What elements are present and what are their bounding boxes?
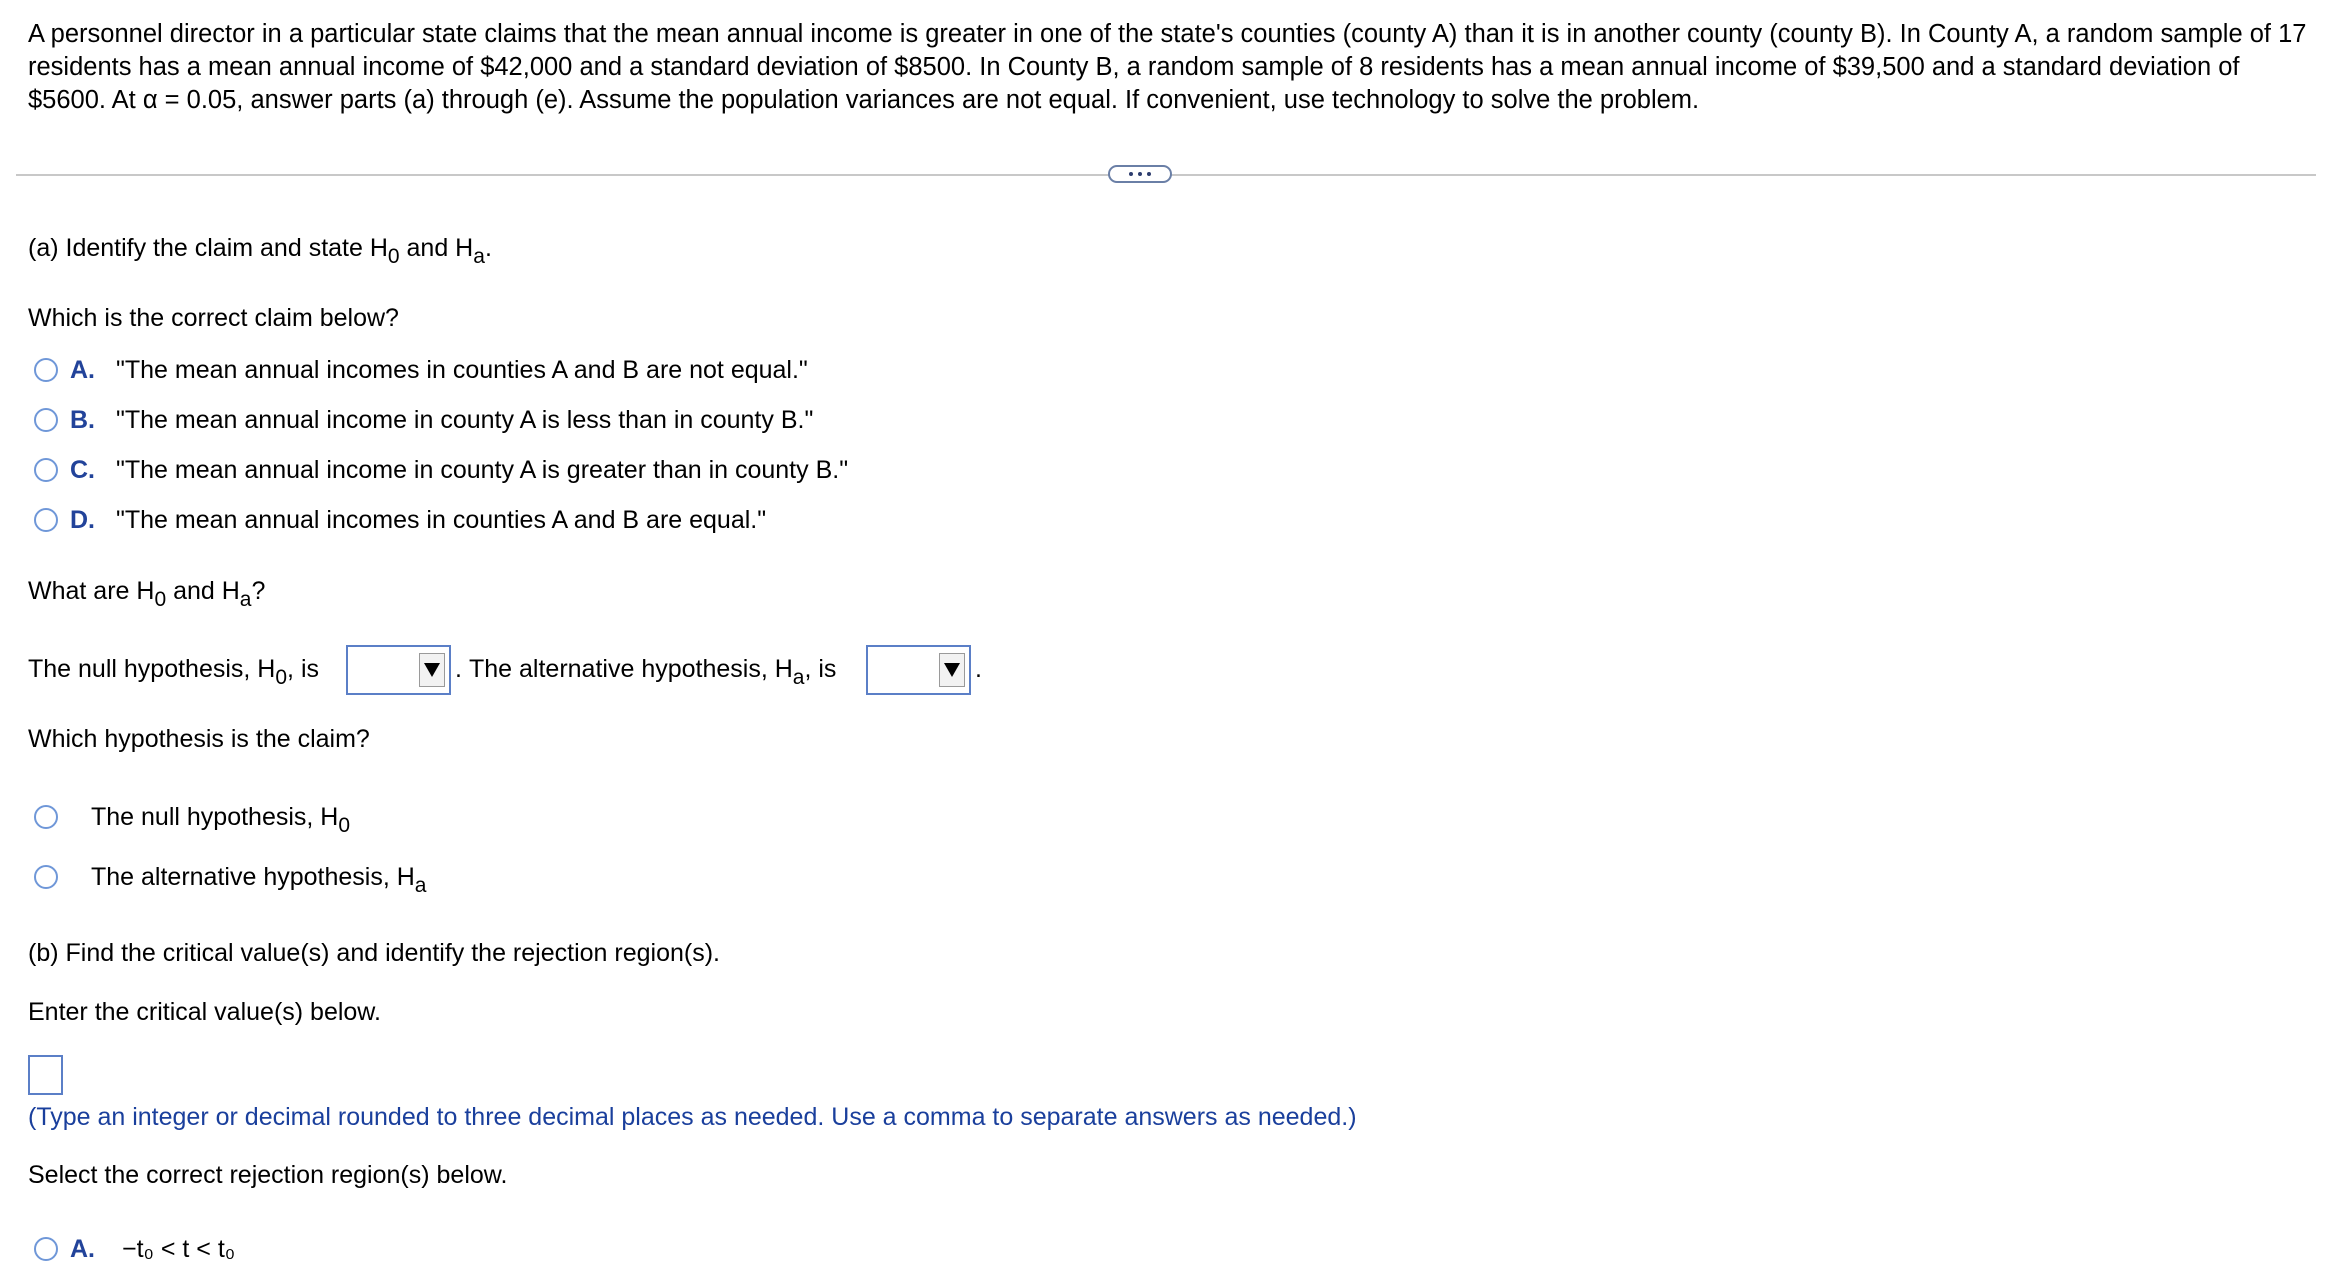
alternative-hypothesis-period: . — [975, 655, 982, 683]
claim-option-d-letter[interactable]: D. — [70, 506, 95, 534]
critical-value-input[interactable] — [28, 1055, 63, 1095]
claim-option-a-text[interactable]: "The mean annual incomes in counties A and B are not equal." — [116, 356, 808, 384]
null-hypothesis-period: . — [455, 655, 462, 683]
claim-option-c-letter[interactable]: C. — [70, 456, 95, 484]
part-b-heading: (b) Find the critical value(s) and identify the rejection region(s). — [28, 939, 720, 967]
claim-option-a-letter[interactable]: A. — [70, 356, 95, 384]
rejection-option-a-text[interactable]: −t₀ < t < t₀ — [122, 1235, 236, 1263]
part-a-heading: (a) Identify the claim and state $H_0$ and $H_a$. — [28, 234, 492, 268]
enter-critical-label: Enter the critical value(s) below. — [28, 998, 381, 1026]
null-hypothesis-label: The null hypothesis, $H_0$, is — [28, 655, 319, 689]
rejection-option-a-letter[interactable]: A. — [70, 1235, 95, 1263]
claim-option-c-radio[interactable] — [34, 458, 58, 482]
hypotheses-question: What are $H_0$ and $H_a$? — [28, 577, 266, 611]
problem-statement: A personnel director in a particular state claims that the mean annual income is greater in one of the state's counties (county A) than it is in another county (county B). In County A, a random sample of 17 residents has a mean annual income of $42,000 and a standard deviation of $8500. In County B, a random sample of 8 residents has a mean annual income of $39,500 and a standard deviation of $5600. At α = 0.05, answer parts (a) through (e). Assume the population variances are not equal. If convenient, use technology to solve the problem. — [28, 20, 2307, 114]
claim-option-b-radio[interactable] — [34, 408, 58, 432]
claim-option-d-radio[interactable] — [34, 508, 58, 532]
input-help-note: (Type an integer or decimal rounded to three decimal places as needed. Use a comma to separate answers as needed.) — [28, 1103, 1357, 1131]
ellipsis-icon — [1129, 172, 1133, 176]
hyp-option-alt-text[interactable]: The alternative hypothesis, $H_a$ — [91, 863, 427, 897]
which-claim-question: Which hypothesis is the claim? — [28, 725, 370, 753]
select-region-label: Select the correct rejection region(s) below. — [28, 1161, 508, 1189]
rejection-option-a-clipped[interactable] — [26, 1234, 266, 1263]
rejection-option-a-radio[interactable] — [34, 1237, 58, 1261]
claim-option-d-text[interactable]: "The mean annual incomes in counties A and B are equal." — [116, 506, 767, 534]
claim-option-b-text[interactable]: "The mean annual income in county A is less than in county B." — [116, 406, 814, 434]
null-hypothesis-select[interactable] — [346, 645, 451, 695]
claim-question: Which is the correct claim below? — [28, 304, 399, 332]
claim-option-a-radio[interactable] — [34, 358, 58, 382]
dropdown-arrow-icon[interactable] — [419, 653, 445, 687]
alternative-hypothesis-label: The alternative hypothesis, $H_a$, is — [469, 655, 837, 689]
hyp-option-null-radio[interactable] — [34, 805, 58, 829]
hyp-option-null-text[interactable]: The null hypothesis, $H_0$ — [91, 803, 351, 837]
claim-option-c-text[interactable]: "The mean annual income in county A is greater than in county B." — [116, 456, 849, 484]
dropdown-arrow-icon[interactable] — [939, 653, 965, 687]
alternative-hypothesis-select[interactable] — [866, 645, 971, 695]
more-options-button[interactable] — [1108, 165, 1172, 183]
claim-option-b-letter[interactable]: B. — [70, 406, 95, 434]
hyp-option-alt-radio[interactable] — [34, 865, 58, 889]
